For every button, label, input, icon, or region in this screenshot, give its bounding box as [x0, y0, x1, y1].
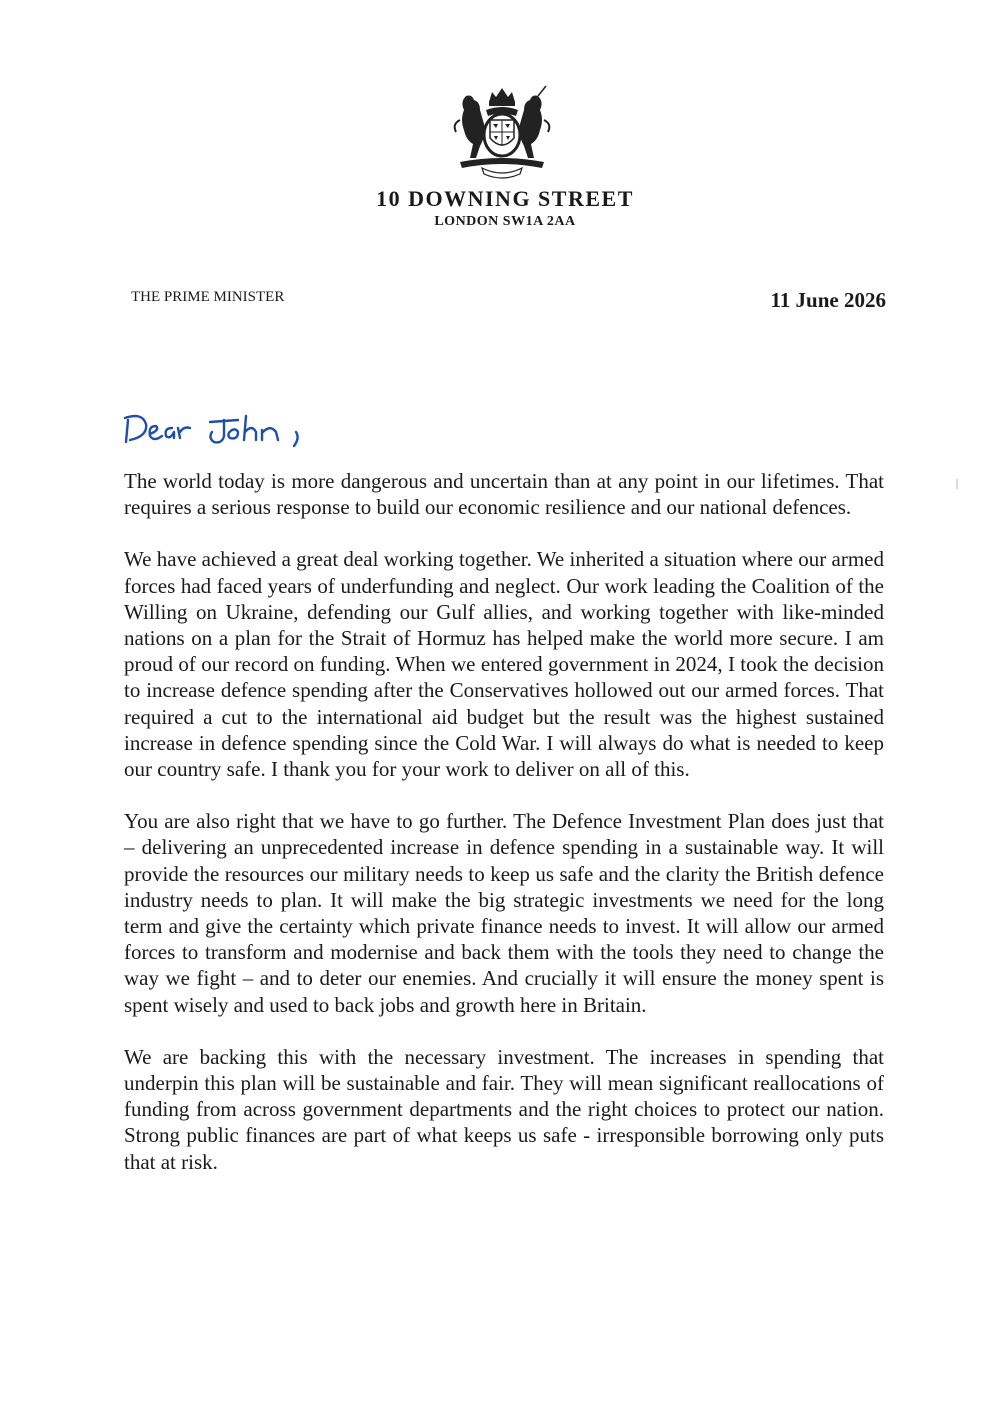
letterhead-address-line2: LONDON SW1A 2AA: [434, 214, 576, 229]
sender-title: THE PRIME MINISTER: [131, 289, 285, 305]
handwritten-salutation: [120, 406, 310, 448]
royal-coat-of-arms-crest: [446, 80, 558, 180]
letter-paragraph: The world today is more dangerous and uncertain than at any point in our lifetimes. That requires a serious response to build our economic resilience and our national defences.: [124, 469, 884, 520]
letter-paragraph: We are backing this with the necessary investment. The increases in spending that underpin this plan will be sustainable and fair. They will mean significant reallocations of funding from across government departments and the right choices to protect our nation. Strong public finances are part of what keeps us safe - irresponsible borrowing only puts that at risk.: [124, 1044, 884, 1174]
letterhead-address-line1: 10 DOWNING STREET: [376, 186, 634, 211]
letter-paragraph: We have achieved a great deal working together. We inherited a situation where our armed forces had faced years of underfunding and neglect. Our work leading the Coalition of the Willing on Ukraine, defending our Gulf allies, and working together with like-minded nations on a plan for the Strait of Hormuz has helped make the world more secure. I am proud of our record on funding. When we entered government in 2024, I took the decision to increase defence spending after the Conservatives hollowed out our armed forces. That required a cut to the international aid budget but the result was the highest sustained increase in defence spending since the Cold War. I will always do what is needed to keep our country safe. I thank you for your work to deliver on all of this.: [124, 547, 884, 782]
letter-body: [124, 468, 884, 1201]
scan-mark: [955, 478, 959, 490]
letter-paragraph: You are also right that we have to go further. The Defence Investment Plan does just that – delivering an unprecedented increase in defence spending in a sustainable way. It will provide the resources our military needs to keep us safe and the clarity the British defence industry needs to plan. It will make the big strategic investments we need for the long term and give the certainty which private finance needs to invest. It will allow our armed forces to transform and modernise and back them with the tools they need to change the way we fight – and to deter our enemies. And crucially it will ensure the money spent is spent wisely and used to back jobs and growth here in Britain.: [124, 809, 884, 1017]
letter-date: 11 June 2026: [770, 288, 886, 312]
